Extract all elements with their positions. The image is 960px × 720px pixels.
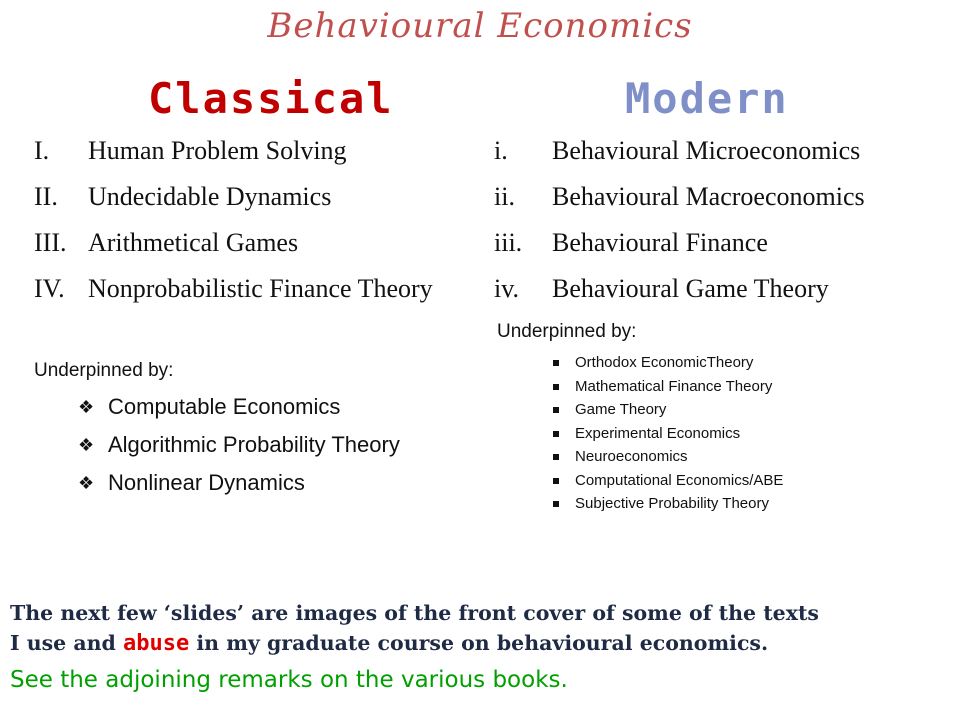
classical-basis-list	[78, 394, 418, 508]
basis-text: Computable Economics	[108, 394, 341, 419]
list-item	[553, 495, 933, 513]
list-item	[494, 228, 934, 258]
list-item	[34, 182, 434, 212]
list-item	[553, 448, 933, 466]
square-bullet-icon	[553, 501, 559, 507]
item-text: Human Problem Solving	[88, 136, 347, 165]
list-item	[494, 136, 934, 166]
item-number: III.	[34, 228, 67, 257]
item-number: iv.	[494, 274, 520, 303]
item-text: Undecidable Dynamics	[88, 182, 332, 211]
item-number: II.	[34, 182, 58, 211]
basis-text: Computational Economics/ABE	[575, 471, 784, 489]
footer-line-1: The next few ‘slides’ are images of the front cover of some of the texts	[10, 601, 819, 625]
footer-line-2	[10, 628, 955, 659]
list-item	[553, 354, 933, 372]
modern-underpinned-label: Underpinned by:	[497, 321, 637, 342]
modern-topic-list	[494, 136, 934, 320]
list-item	[494, 274, 934, 304]
list-item	[78, 470, 418, 496]
item-number: iii.	[494, 228, 523, 257]
square-bullet-icon	[553, 478, 559, 484]
slide-title: Behavioural Economics	[267, 6, 693, 46]
modern-heading: Modern	[625, 74, 789, 123]
item-number: IV.	[34, 274, 65, 303]
item-text: Behavioural Game Theory	[552, 274, 829, 303]
basis-text: Subjective Probability Theory	[575, 495, 769, 512]
basis-text: Mathematical Finance Theory	[575, 377, 773, 395]
item-text: Behavioural Macroeconomics	[552, 182, 865, 211]
item-number: i.	[494, 136, 508, 165]
basis-text: Nonlinear Dynamics	[108, 470, 305, 495]
classical-heading: Classical	[148, 74, 394, 123]
list-item	[78, 432, 418, 458]
basis-text: Game Theory	[575, 401, 667, 418]
square-bullet-icon	[553, 384, 559, 390]
basis-text: Orthodox EconomicTheory	[575, 354, 754, 371]
footer-note	[10, 598, 955, 695]
list-item	[78, 394, 418, 420]
diamond-bullet-icon: ❖	[78, 435, 95, 455]
item-text: Behavioural Finance	[552, 228, 768, 257]
square-bullet-icon	[553, 454, 559, 460]
footer-emphasis: abuse	[123, 631, 190, 656]
square-bullet-icon	[553, 431, 559, 437]
footer-text: in my graduate course on behavioural economics.	[189, 631, 769, 655]
item-text: Arithmetical Games	[88, 228, 299, 257]
square-bullet-icon	[553, 407, 559, 413]
list-item	[494, 182, 934, 212]
list-item	[553, 425, 933, 443]
basis-text: Neuroeconomics	[575, 448, 688, 465]
item-text: Behavioural Microeconomics	[552, 136, 861, 165]
basis-text: Algorithmic Probability Theory	[108, 432, 400, 457]
list-item	[34, 136, 434, 166]
list-item	[553, 378, 933, 396]
basis-text: Experimental Economics	[575, 424, 741, 442]
item-text: Nonprobabilistic Finance Theory	[88, 274, 433, 303]
diamond-bullet-icon: ❖	[78, 473, 95, 493]
item-number: ii.	[494, 182, 515, 211]
footer-text: I use and	[10, 631, 124, 655]
classical-underpinned-label: Underpinned by:	[34, 360, 174, 381]
item-number: I.	[34, 136, 50, 165]
diamond-bullet-icon: ❖	[78, 397, 95, 417]
list-item	[34, 274, 434, 304]
list-item	[553, 401, 933, 419]
square-bullet-icon	[553, 360, 559, 366]
modern-basis-list	[553, 354, 933, 519]
list-item	[553, 472, 933, 490]
classical-topic-list	[34, 136, 434, 320]
list-item	[34, 228, 434, 258]
footer-remark: See the adjoining remarks on the various books.	[10, 667, 568, 693]
